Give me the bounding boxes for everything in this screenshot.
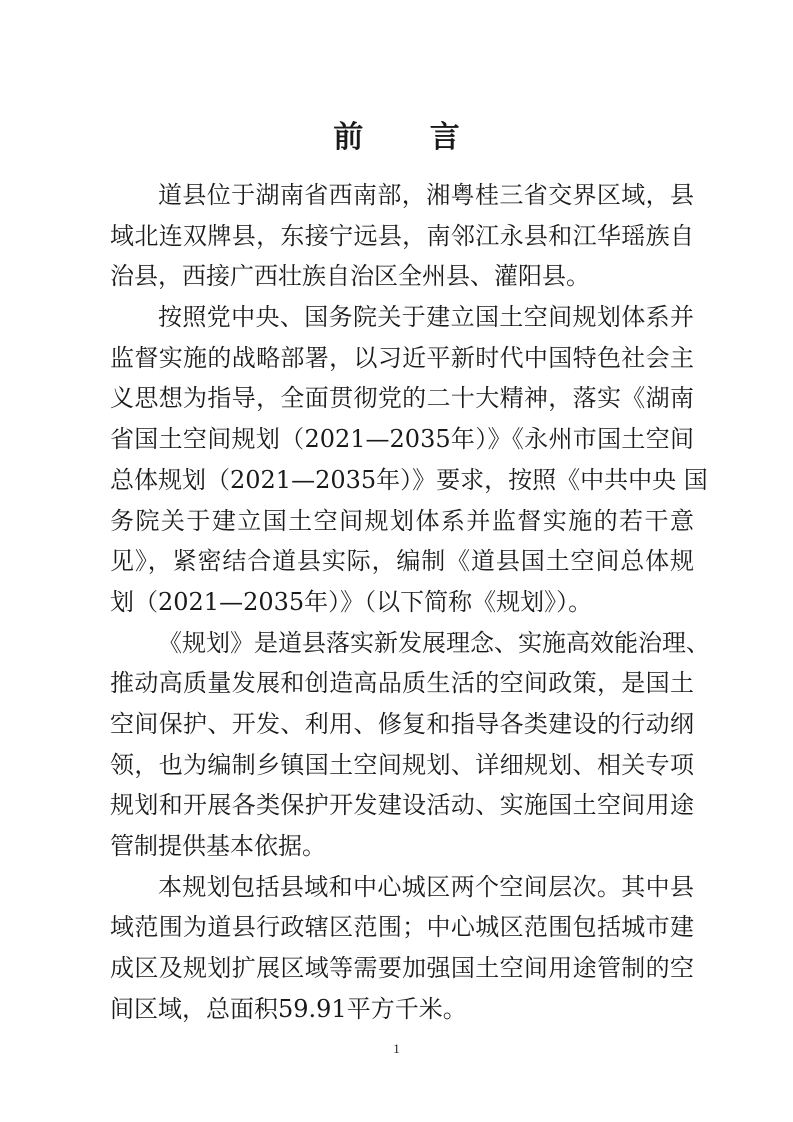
paragraph-line: 成区及规划扩展区域等需要加强国土空间用途管制的空 [110,954,694,983]
paragraph-line: 管制提供基本依据。 [110,832,326,860]
paragraph-line: 领，也为编制乡镇国土空间规划、详细规划、相关专项 [110,750,694,779]
paragraph-line: 按照党中央、国务院关于建立国土空间规划体系并 [158,303,694,332]
paragraph-line: 见》，紧密结合道县实际，编制《道县国土空间总体规 [110,547,694,576]
paragraph-line: 空间保护、开发、利用、修复和指导各类建设的行动纲 [110,709,694,738]
paragraph-line: 域范围为道县行政辖区范围；中心城区范围包括城市建 [110,913,694,942]
paragraph-line: 义思想为指导，全面贯彻党的二十大精神，落实《湖南 [110,384,694,413]
paragraph-line: 监督实施的战略部署，以习近平新时代中国特色社会主 [110,343,694,372]
paragraph-line: 域北连双牌县，东接宁远县，南邻江永县和江华瑶族自 [110,221,694,250]
paragraph-line: 本规划包括县域和中心城区两个空间层次。其中县 [158,872,694,901]
paragraph [110,175,694,297]
paragraph-line: 间区域，总面积59.91平方千米。 [110,994,467,1023]
paragraph [110,623,710,867]
paragraph-line: 省国土空间规划（2021—2035年）》《永州市国土空间 [110,425,694,454]
paragraph [110,867,694,1030]
paragraph-line: 划（2021—2035年）》（以下简称《规划》）。 [110,587,593,616]
paragraph-line: 规划和开展各类保护开发建设活动、实施国土空间用途 [110,791,694,820]
paragraph-line: 总体规划（2021—2035年）》要求，按照《中共中央 国 [110,465,708,494]
page-number: 1 [393,1041,400,1056]
paragraph-line: 推动高质量发展和创造高品质生活的空间政策，是国土 [110,669,694,698]
paragraph [110,297,708,623]
page-title: 前 言 [333,120,488,155]
paragraph-line: 治县，西接广西壮族自治区全州县、灌阳县。 [110,262,590,291]
paragraph-line: 务院关于建立国土空间规划体系并监督实施的若干意 [110,506,694,535]
paragraph-line: 道县位于湖南省西南部，湘粤桂三省交界区域，县 [158,181,694,209]
document-body [110,175,710,1029]
paragraph-line: 《规划》是道县落实新发展理念、实施高效能治理、 [158,628,710,657]
